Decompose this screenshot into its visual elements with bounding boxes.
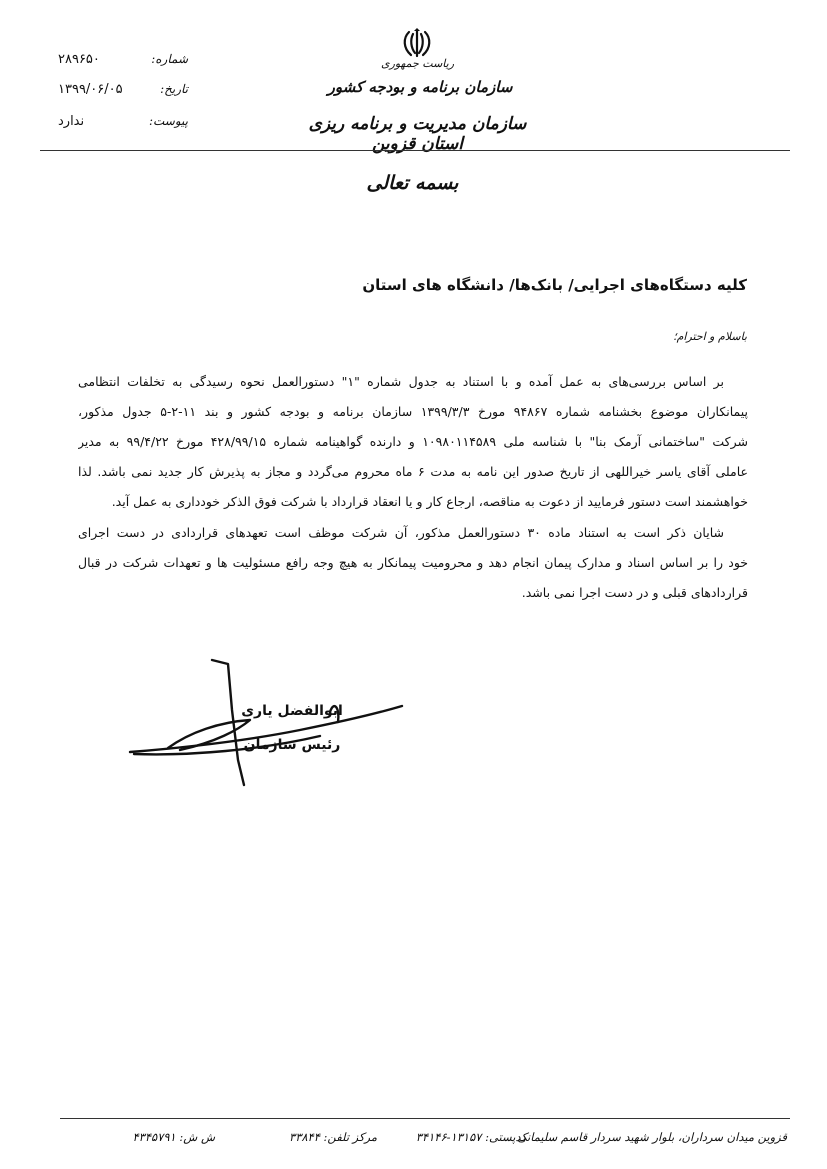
footer-divider	[60, 1118, 790, 1119]
paragraph-line: شرکت "ساختمانی آرمک بنا" با شناسه ملی ۱۰۹۸۰۱۱۴۵۸۹ و دارنده گواهینامه شماره ۴۲۸/۹۹/۱۵ مورخ ۹۹/۴/۲۲ به مدیر	[78, 434, 748, 449]
footer-address: قزوین میدان سرداران، بلوار شهید سردار قاسم سلیمانی	[517, 1130, 787, 1144]
bismillah-heading: بسمه تعالی	[366, 172, 459, 194]
paragraph-line: خود را بر اساس اسناد و مدارک پیمان انجام دهد و محرومیت پیمانکار به هیچ وجه رافع مسئولیت ها و تعهدات شرکت در قبال	[78, 555, 748, 570]
footer-phone: مرکز تلفن: ۳۳۸۴۴	[289, 1130, 377, 1144]
letter-attachment-label: پیوست:	[148, 114, 188, 128]
recipient-line: کلیه دستگاه‌های اجرایی/ بانک‌ها/ دانشگاه های استان	[362, 276, 747, 294]
letter-date-label: تاریخ:	[160, 82, 188, 96]
iran-emblem-icon	[400, 26, 434, 60]
paragraph-line: عاملی آقای یاسر خیراللهی از تاریخ صدور این نامه به مدت ۶ ماه محروم می‌گردد و مجاز به پذیرش کار جدید نمی باشد. لذا	[78, 464, 748, 479]
body-paragraph-1	[78, 367, 748, 517]
letter-attachment-row	[40, 114, 210, 136]
footer-fax: ش ش: ۴۳۴۵۷۹۱	[132, 1130, 215, 1144]
letter-date-value: ۱۳۹۹/۰۶/۰۵	[58, 82, 123, 97]
footer-postal-code: کدپستی: ۱۳۱۵۷-۳۴۱۴۶	[415, 1130, 527, 1144]
org-name-provincial: سازمان مدیریت و برنامه ریزی استان قزوین	[308, 114, 527, 154]
letter-date-row	[40, 82, 210, 104]
signer-name: ابوالفضل یاری	[241, 703, 343, 719]
paragraph-line: شایان ذکر است به استناد ماده ۳۰ دستورالعمل مذکور، آن شرکت موظف است تعهدهای قراردادی در دست اجرای	[78, 525, 725, 540]
paragraph-line: بر اساس بررسی‌های به عمل آمده و با استناد به جدول شماره "۱" دستورالعمل نحوه رسیدگی به تخلفات انتظامی	[78, 374, 724, 389]
paragraph-line: قراردادهای قبلی و در دست اجرا نمی باشد.	[521, 585, 748, 600]
paragraph-line: خواهشمند است دستور فرمایید از دعوت به مناقصه، ارجاع کار و یا انعقاد قرارداد با شرکت فوق الذکر خودداری به عمل آید.	[111, 494, 748, 509]
org-name-national: سازمان برنامه و بودجه کشور	[327, 78, 513, 96]
letter-number-row	[40, 52, 210, 74]
salutation: باسلام و احترام؛	[673, 330, 747, 343]
presidency-label: ریاست جمهوری	[380, 57, 455, 70]
paragraph-line: پیمانکاران موضوع بخشنامه شماره ۹۴۸۶۷ مورخ ۱۳۹۹/۳/۳ سازمان برنامه و بودجه کشور و بند ۱۱-۲-۵ جدول مذکور،	[78, 404, 748, 419]
letter-number-value: ۲۸۹۶۵۰	[58, 52, 100, 67]
header-divider	[40, 150, 790, 151]
body-paragraph-2	[78, 518, 748, 608]
letter-attachment-value: ندارد	[58, 114, 85, 129]
handwritten-signature	[120, 650, 420, 800]
letter-number-label: شماره:	[151, 52, 188, 66]
signer-title: رئیس سازمان	[243, 737, 341, 753]
